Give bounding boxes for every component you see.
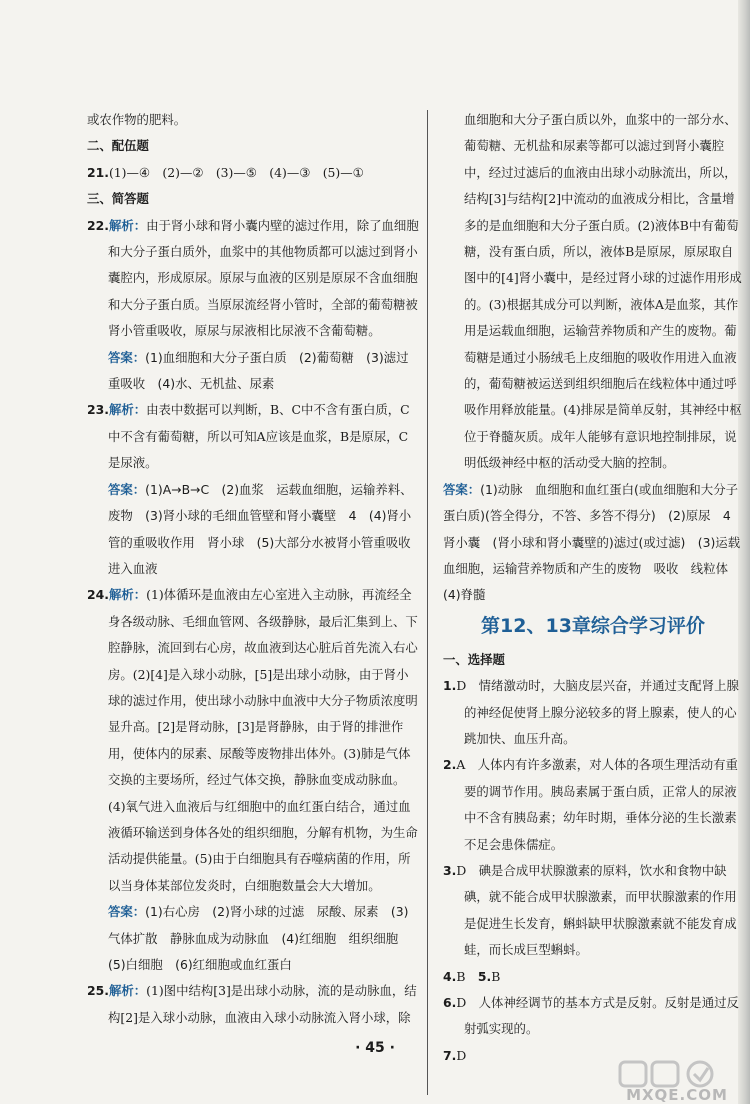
choice-answer-3: 3.D 碘是合成甲状腺激素的原料，饮水和食物中缺碘，就不能合成甲状腺激素，而甲状腺激素的作用是促进生长发育，蝌蚪缺甲状腺激素就不能发育成蛙，而长成巨型蝌蚪。 bbox=[443, 862, 737, 958]
choice-answer-6: 7.D bbox=[443, 1047, 467, 1063]
left-paragraph-8: 24.解析：(1)体循环是血液由左心室进入主动脉，再流经全身各级动脉、毛细血管网、各级静脉，最后汇集到上、下腔静脉，流回到右心房，故血液到达心脏后首先流入右心房。(2)[4]是入球小动脉，[5]是出球小动脉，由于肾小球的滤过作用，使出球小动脉中血液中大分子物质浓度明显升高。[2]是肾动脉，[3]是肾静脉，由于肾的排泄作用，使体内的尿素、尿酸等废物排出体外。(3)肺是气体交换的主要场所，经过气体交换，静脉血变成动脉血。(4)氧气进入血液后与红细胞中的血红蛋白结合，通过血液循环输送到身体各处的组织细胞，分解有机物，为生命活动提供能量。(5)由于白细胞具有吞噬病菌的作用，所以当身体某部位发炎时，白细胞数量会大大增加。 bbox=[87, 587, 418, 893]
left-paragraph-9: 答案：(1)右心房 (2)肾小球的过滤 尿酸、尿素 (3)气体扩散 静脉血成为动脉血 (4)红细胞 组织细胞 (5)白细胞 (6)红细胞或血红蛋白 bbox=[108, 904, 411, 972]
left-paragraph-7: 答案：(1)A→B→C (2)血浆 运载血细胞，运输养料、废物 (3)肾小球的毛细血管壁和肾小囊壁 4 (4)肾小管的重吸收作用 肾小球 (5)大部分水被肾小管重吸收进入血液 bbox=[108, 481, 413, 576]
choice-answer-4: 4.B 5.B bbox=[443, 968, 501, 984]
choice-answer-0: 一、选择题 bbox=[443, 651, 505, 667]
column-divider bbox=[427, 110, 428, 1095]
right-column-choice-answers bbox=[443, 647, 743, 1070]
watermark-logo bbox=[612, 1058, 742, 1104]
left-column bbox=[87, 107, 420, 1031]
left-paragraph-10: 25.解析：(1)图中结构[3]是出球小动脉，流的是动脉血，结构[2]是入球小动脉，血液由入球小动脉流入肾小球，除 bbox=[87, 983, 417, 1025]
page-number: · 45 · bbox=[355, 1040, 395, 1056]
left-paragraph-4: 22.解析：由于肾小球和肾小囊内壁的滤过作用，除了血细胞和大分子蛋白质外，血浆中的其他物质都可以滤过到肾小囊腔内，形成原尿。原尿与血液的区别是原尿不含血细胞和大分子蛋白质。当原尿流经肾小管时，全部的葡萄糖被肾小管重吸收，原尿与尿液相比尿液不含葡萄糖。 bbox=[87, 217, 419, 339]
choice-answer-1: 1.D 情绪激动时，大脑皮层兴奋，并通过支配肾上腺的神经促使肾上腺分泌较多的肾上腺素，使人的心跳加快、血压升高。 bbox=[443, 678, 739, 746]
right-column-answers bbox=[443, 107, 743, 609]
left-paragraph-0: 或农作物的肥料。 bbox=[87, 112, 187, 127]
watermark-text: MXQE.COM bbox=[626, 1086, 728, 1104]
left-paragraph-5: 答案：(1)血细胞和大分子蛋白质 (2)葡萄糖 (3)滤过 重吸收 (4)水、无机盐、尿素 bbox=[108, 349, 421, 392]
choice-answer-5: 6.D 人体神经调节的基本方式是反射。反射是通过反射弧实现的。 bbox=[443, 995, 739, 1037]
left-paragraph-6: 23.解析：由表中数据可以判断，B、C中不含有蛋白质，C中不含有葡萄糖，所以可知A应该是血浆，B是原尿，C是尿液。 bbox=[87, 402, 410, 471]
right-paragraph-1: 答案：(1)动脉 血细胞和血红蛋白(或血细胞和大分子蛋白质)(答全得分，不答、多答不得分) (2)原尿 4 肾小囊 (肾小球和肾小囊壁的)滤过(或过滤) (3)运载血细胞，运输营养物质和产生的废物 吸收 线粒体 (4)脊髓 bbox=[443, 481, 744, 603]
left-paragraph-2: 21.(1)—④ (2)—② (3)—⑤ (4)—③ (5)—① bbox=[87, 164, 364, 180]
choice-answer-2: 2.A 人体内有许多激素，对人体的各项生理活动有重要的调节作用。胰岛素属于蛋白质，正常人的尿液中不含有胰岛素；幼年时期，垂体分泌的生长激素不足会患侏儒症。 bbox=[443, 757, 738, 852]
right-paragraph-0: 血细胞和大分子蛋白质以外，血浆中的一部分水、葡萄糖、无机盐和尿素等都可以滤过到肾小囊腔中，经过过滤后的血液由出球小动脉流出，所以，结构[3]与结构[2]中流动的血液成分相比，含量增多的是血细胞和大分子蛋白质。(2)液体B中有葡萄糖，没有蛋白质，所以，液体B是原尿，原尿取自图中的[4]肾小囊中，是经过肾小球的过滤作用形成的。(3)根据其成分可以判断，液体A是血浆，其作用是运载血细胞，运输营养物质和产生的废物。葡萄糖是通过小肠绒毛上皮细胞的吸收作用进入血液的，葡萄糖被运送到组织细胞后在线粒体中通过呼吸作用释放能量。(4)排尿是简单反射，其神经中枢位于脊髓灰质。成年人能够有意识地控制排尿，说明低级神经中枢的活动受大脑的控制。 bbox=[464, 112, 742, 471]
left-paragraph-3: 三、简答题 bbox=[87, 191, 149, 207]
left-paragraph-1: 二、配伍题 bbox=[87, 138, 149, 154]
watermark-logo-icon bbox=[612, 1058, 742, 1088]
chapter-title: 第12、13章综合学习评价 bbox=[481, 614, 705, 637]
right-column bbox=[443, 107, 743, 1069]
